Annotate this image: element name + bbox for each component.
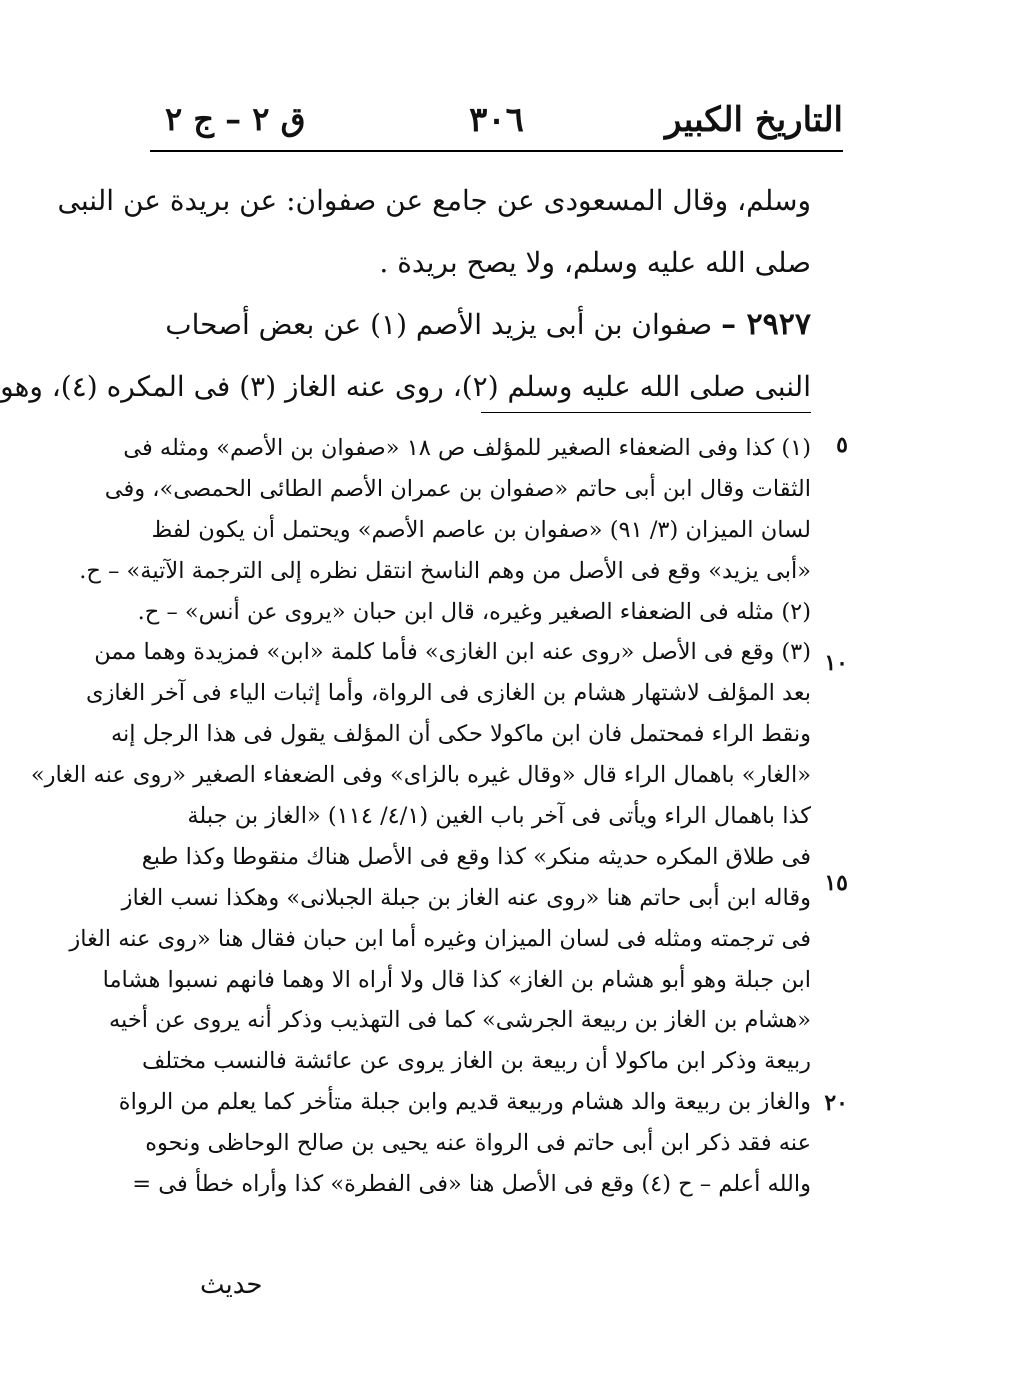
footnote-line: (١) كذا وفى الضعفاء الصغير للمؤلف ص ١٨ «صفوان بن الأصم» ومثله فى bbox=[123, 435, 811, 461]
footnote-line: ونقط الراء فمحتمل فان ابن ماكولا حكى أن المؤلف يقول فى هذا الرجل إنه bbox=[110, 721, 811, 748]
footnote-rule bbox=[481, 412, 811, 413]
running-title: التاريخ الكبير bbox=[665, 100, 843, 140]
footnote-line: الثقات وقال ابن أبى حاتم «صفوان بن عمران الأصم الطائى الحمصى»، وفى bbox=[104, 475, 811, 502]
footnote-line: بعد المؤلف لاشتهار هشام بن الغازى فى الرواة، وأما إثبات الياء فى آخر الغازى bbox=[85, 680, 811, 707]
footnote-line: عنه فقد ذكر ابن أبى حاتم فى الرواة عنه يحيى بن صالح الوحاظى ونحوه bbox=[145, 1130, 811, 1157]
line-number-marker: ٥ bbox=[836, 432, 848, 458]
catchword: حديث bbox=[200, 1270, 263, 1300]
line-number-marker: ١٠ bbox=[824, 650, 848, 676]
footnote-line: «الغار» باهمال الراء قال «وقال غيره بالزاى» وفى الضعفاء الصغير «روى عنه الغار» bbox=[30, 762, 811, 789]
page-number: ٣٠٦ bbox=[469, 100, 524, 140]
text-line: وسلم، وقال المسعودى عن جامع عن صفوان: عن بريدة عن النبى bbox=[57, 184, 811, 217]
line-number-marker: ١٥ bbox=[824, 870, 848, 896]
entry-text: صفوان بن أبى يزيد الأصم (١) عن بعض أصحاب bbox=[165, 308, 713, 341]
entry-number: ٢٩٢٧ – bbox=[721, 307, 811, 342]
page-header bbox=[150, 100, 843, 150]
footnote-line: «هشام بن الغاز بن ربيعة الجرشى» كما فى التهذيب وذكر أنه يروى عن أخيه bbox=[108, 1007, 811, 1034]
footnote-line: فى طلاق المكره حديثه منكر» كذا وقع فى الأصل هناك منقوطا وكذا طبع bbox=[141, 843, 811, 870]
text-line: النبى صلى الله عليه وسلم (٢)، روى عنه الغاز (٣) فى المكره (٤)، وهو bbox=[0, 370, 811, 403]
footnote-line: لسان الميزان (٣/ ٩١) «صفوان بن عاصم الأصم» ويحتمل أن يكون لفظ bbox=[151, 516, 811, 543]
footnote-line: (٢) مثله فى الضعفاء الصغير وغيره، قال ابن حبان «يروى عن أنس» – ح. bbox=[137, 598, 811, 625]
volume-reference: ق ٢ – ج ٢ bbox=[165, 100, 306, 138]
entry-line bbox=[165, 294, 811, 356]
footnote-line: فى ترجمته ومثله فى لسان الميزان وغيره أما ابن حبان فقال هنا «روى عنه الغاز bbox=[69, 925, 811, 952]
footnote-line: ابن جبلة وهو أبو هشام بن الغاز» كذا قال ولا أراه الا وهما فانهم نسبوا هشاما bbox=[102, 966, 811, 993]
footnote-line: والله أعلم – ح (٤) وقع فى الأصل هنا «فى الفطرة» كذا وأراه خطأ فى = bbox=[132, 1171, 811, 1198]
main-text bbox=[0, 170, 811, 418]
footnote-line: والغاز بن ربيعة والد هشام وربيعة قديم وابن جبلة متأخر كما يعلم من الرواة bbox=[118, 1089, 811, 1116]
footnote-line: كذا باهمال الراء ويأتى فى آخر باب الغين (٤/١/ ١١٤) «الغاز بن جبلة bbox=[187, 803, 811, 830]
footnotes bbox=[30, 428, 811, 1205]
footnote-line: (٣) وقع فى الأصل «روى عنه ابن الغازى» فأما كلمة «ابن» فمزيدة وهما ممن bbox=[94, 639, 811, 666]
footnote-line: «أبى يزيد» وقع فى الأصل من وهم الناسخ انتقل نظره إلى الترجمة الآتية» – ح. bbox=[79, 557, 811, 584]
footnote-line: ربيعة وذكر ابن ماكولا أن ربيعة بن الغاز يروى عن عائشة فالنسب مختلف bbox=[142, 1048, 811, 1075]
line-number-marker: ٢٠ bbox=[824, 1090, 848, 1116]
header-rule bbox=[150, 150, 843, 152]
footnote-line: وقاله ابن أبى حاتم هنا «روى عنه الغاز بن جبلة الجبلانى» وهكذا نسب الغاز bbox=[121, 884, 811, 911]
text-line: صلى الله عليه وسلم، ولا يصح بريدة . bbox=[379, 246, 811, 279]
